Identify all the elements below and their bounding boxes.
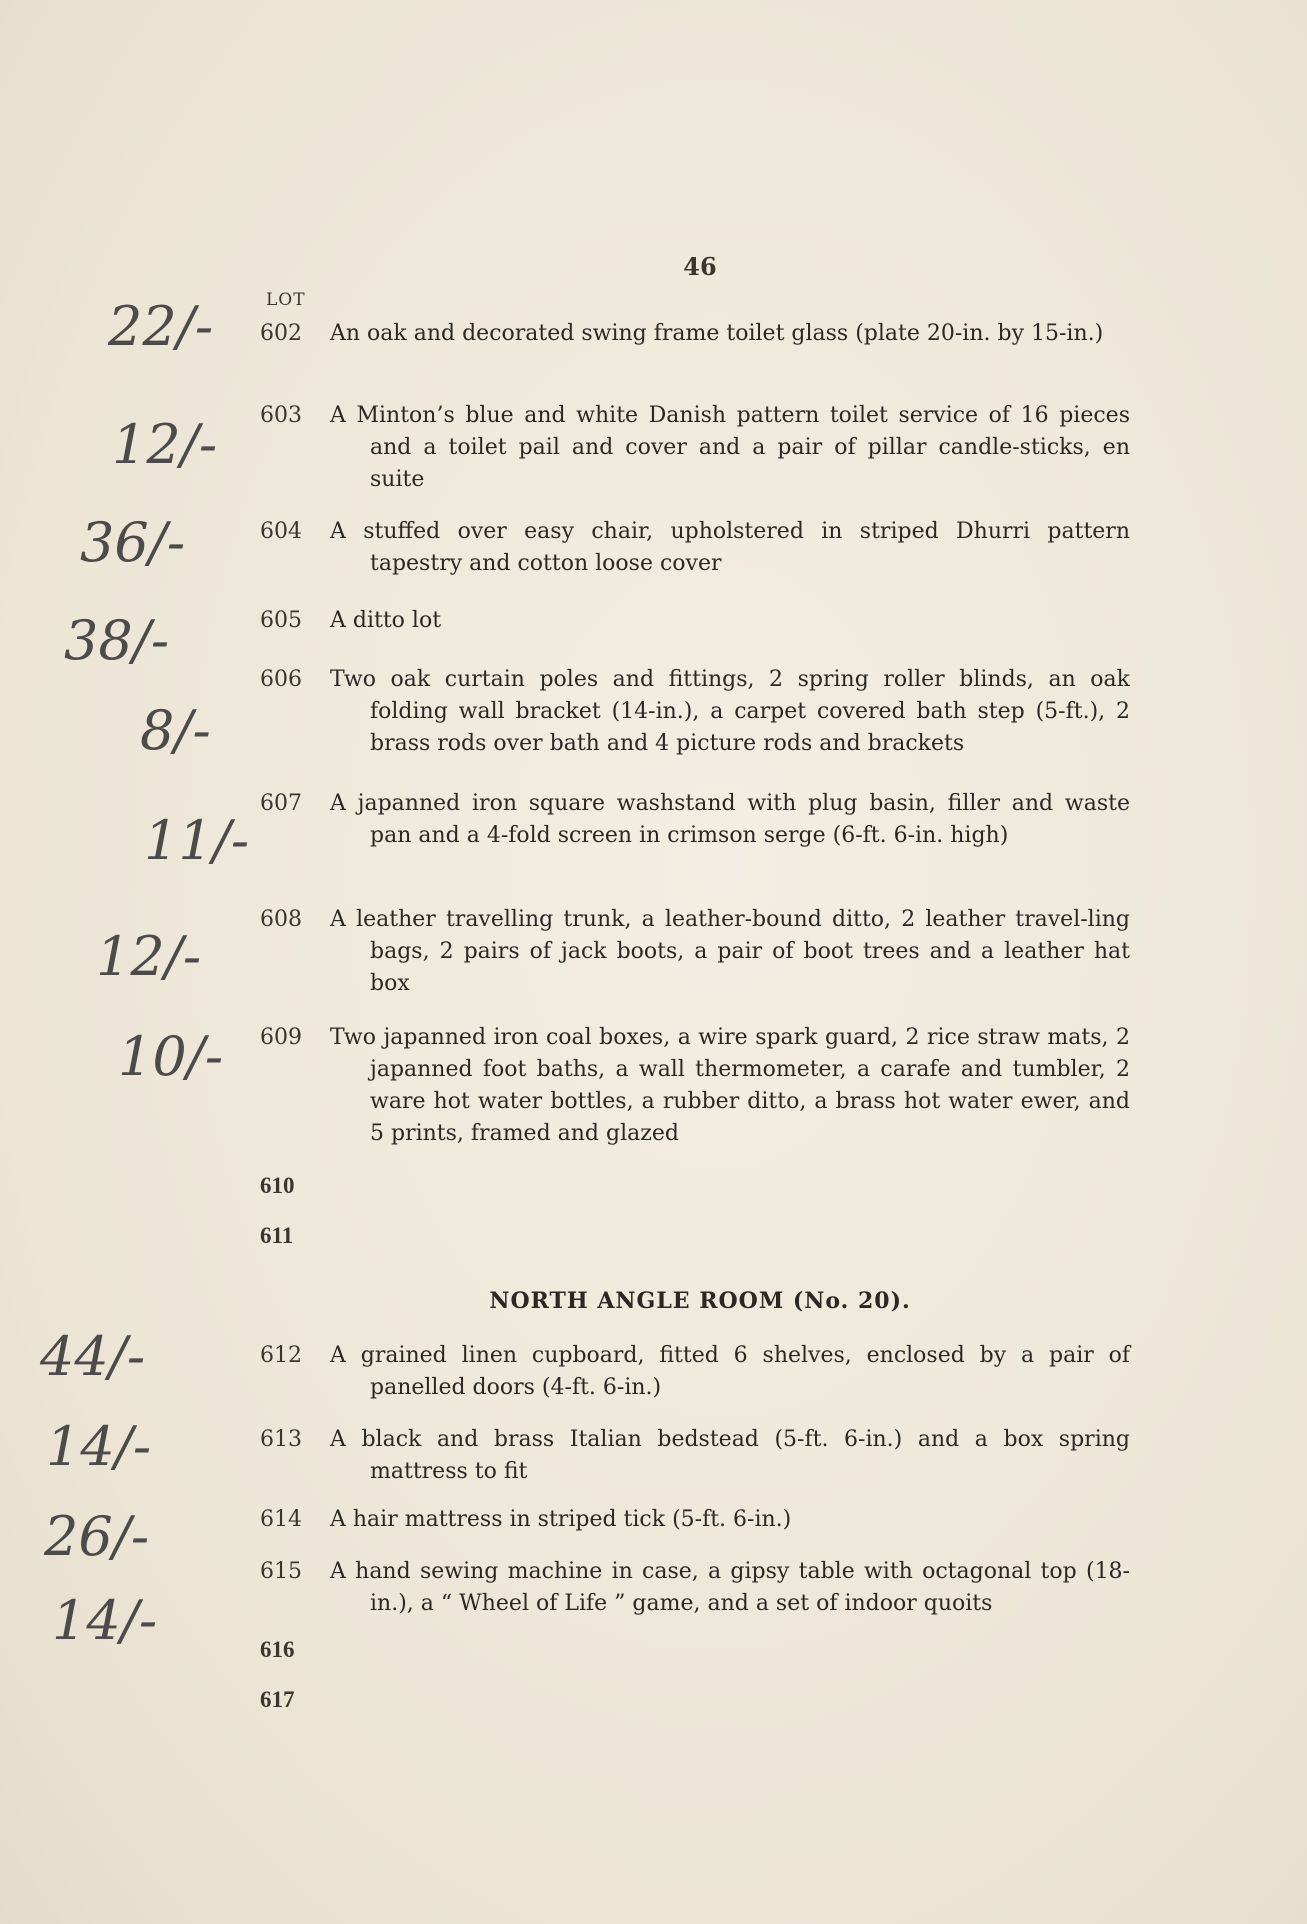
lot-number: 612 bbox=[260, 1343, 302, 1368]
lot-number: 606 bbox=[260, 667, 302, 692]
lot-number: 608 bbox=[260, 907, 302, 932]
lot-description: A grained linen cupboard, fitted 6 shelves, enclosed by a pair of panelled doors (4-ft. 6-in.) bbox=[330, 1343, 1130, 1400]
lot-602 bbox=[260, 318, 1130, 350]
handwritten-price: 12/- bbox=[96, 925, 202, 988]
lot-description: A stuffed over easy chair, upholstered in striped Dhurri pattern tapestry and cotton loose cover bbox=[330, 519, 1130, 576]
lot-description: An oak and decorated swing frame toilet glass (plate 20-in. by 15-in.) bbox=[330, 321, 1104, 346]
lot-description: A black and brass Italian bedstead (5-ft. 6-in.) and a box spring mattress to fit bbox=[330, 1427, 1130, 1484]
handwritten-price: 44/- bbox=[40, 1325, 146, 1388]
handwritten-price: 22/- bbox=[108, 295, 214, 358]
handwritten-price: 14/- bbox=[46, 1415, 152, 1478]
lot-number: 614 bbox=[260, 1507, 302, 1532]
page-number: 46 bbox=[683, 252, 717, 281]
lot-description: Two japanned iron coal boxes, a wire spark guard, 2 rice straw mats, 2 japanned foot baths, a wall thermometer, a carafe and tumbler, 2 ware hot water bottles, a rubber ditto, a brass hot water ewer, and 5 prints, framed and glazed bbox=[330, 1025, 1130, 1146]
handwritten-price: 8/- bbox=[140, 699, 211, 762]
lot-608 bbox=[260, 904, 1130, 1000]
section-heading: NORTH ANGLE ROOM (No. 20). bbox=[489, 1288, 911, 1314]
lot-column-header: LOT bbox=[266, 290, 306, 310]
lot-number: 607 bbox=[260, 791, 302, 816]
lot-number: 602 bbox=[260, 321, 302, 346]
lot-612 bbox=[260, 1340, 1130, 1404]
lot-number: 613 bbox=[260, 1427, 302, 1452]
lot-number: 603 bbox=[260, 403, 302, 428]
lot-description: A hair mattress in striped tick (5-ft. 6-in.) bbox=[330, 1507, 792, 1532]
handwritten-price: 10/- bbox=[118, 1025, 224, 1088]
lot-description: A hand sewing machine in case, a gipsy table with octagonal top (18-in.), a “ Wheel of Life ” game, and a set of indoor quoits bbox=[330, 1559, 1130, 1616]
lot-609 bbox=[260, 1022, 1130, 1150]
lot-607 bbox=[260, 788, 1130, 852]
lot-number: 616 bbox=[260, 1637, 295, 1662]
lot-description: A ditto lot bbox=[330, 608, 442, 633]
lot-615 bbox=[260, 1556, 1130, 1620]
lot-614 bbox=[260, 1504, 1130, 1536]
lot-description: A japanned iron square washstand with plug basin, filler and waste pan and a 4-fold screen in crimson serge (6-ft. 6-in. high) bbox=[330, 791, 1130, 848]
lot-number: 609 bbox=[260, 1025, 302, 1050]
handwritten-price: 14/- bbox=[52, 1589, 158, 1652]
lot-description: A leather travelling trunk, a leather-bound ditto, 2 leather travel-ling bags, 2 pairs of jack boots, a pair of boot trees and a leather hat box bbox=[330, 907, 1130, 996]
lot-number: 605 bbox=[260, 608, 302, 633]
lot-description: A Minton’s blue and white Danish pattern toilet service of 16 pieces and a toilet pail and cover and a pair of pillar candle-sticks, en suite bbox=[330, 403, 1130, 492]
lot-613 bbox=[260, 1424, 1130, 1488]
lot-number: 604 bbox=[260, 519, 302, 544]
handwritten-price: 12/- bbox=[112, 413, 218, 476]
lot-description: Two oak curtain poles and fittings, 2 spring roller blinds, an oak folding wall bracket (14-in.), a carpet covered bath step (5-ft.), 2 brass rods over bath and 4 picture rods and brackets bbox=[330, 667, 1130, 756]
lot-number: 615 bbox=[260, 1559, 302, 1584]
handwritten-price: 26/- bbox=[44, 1505, 150, 1568]
handwritten-price: 11/- bbox=[144, 809, 250, 872]
handwritten-price: 38/- bbox=[64, 609, 170, 672]
lot-number: 611 bbox=[260, 1223, 294, 1248]
lot-number: 610 bbox=[260, 1173, 295, 1198]
lot-number: 617 bbox=[260, 1687, 295, 1712]
lot-605 bbox=[260, 605, 1130, 637]
lot-604 bbox=[260, 516, 1130, 580]
lot-606 bbox=[260, 664, 1130, 760]
handwritten-price: 36/- bbox=[80, 511, 186, 574]
lot-603 bbox=[260, 400, 1130, 496]
